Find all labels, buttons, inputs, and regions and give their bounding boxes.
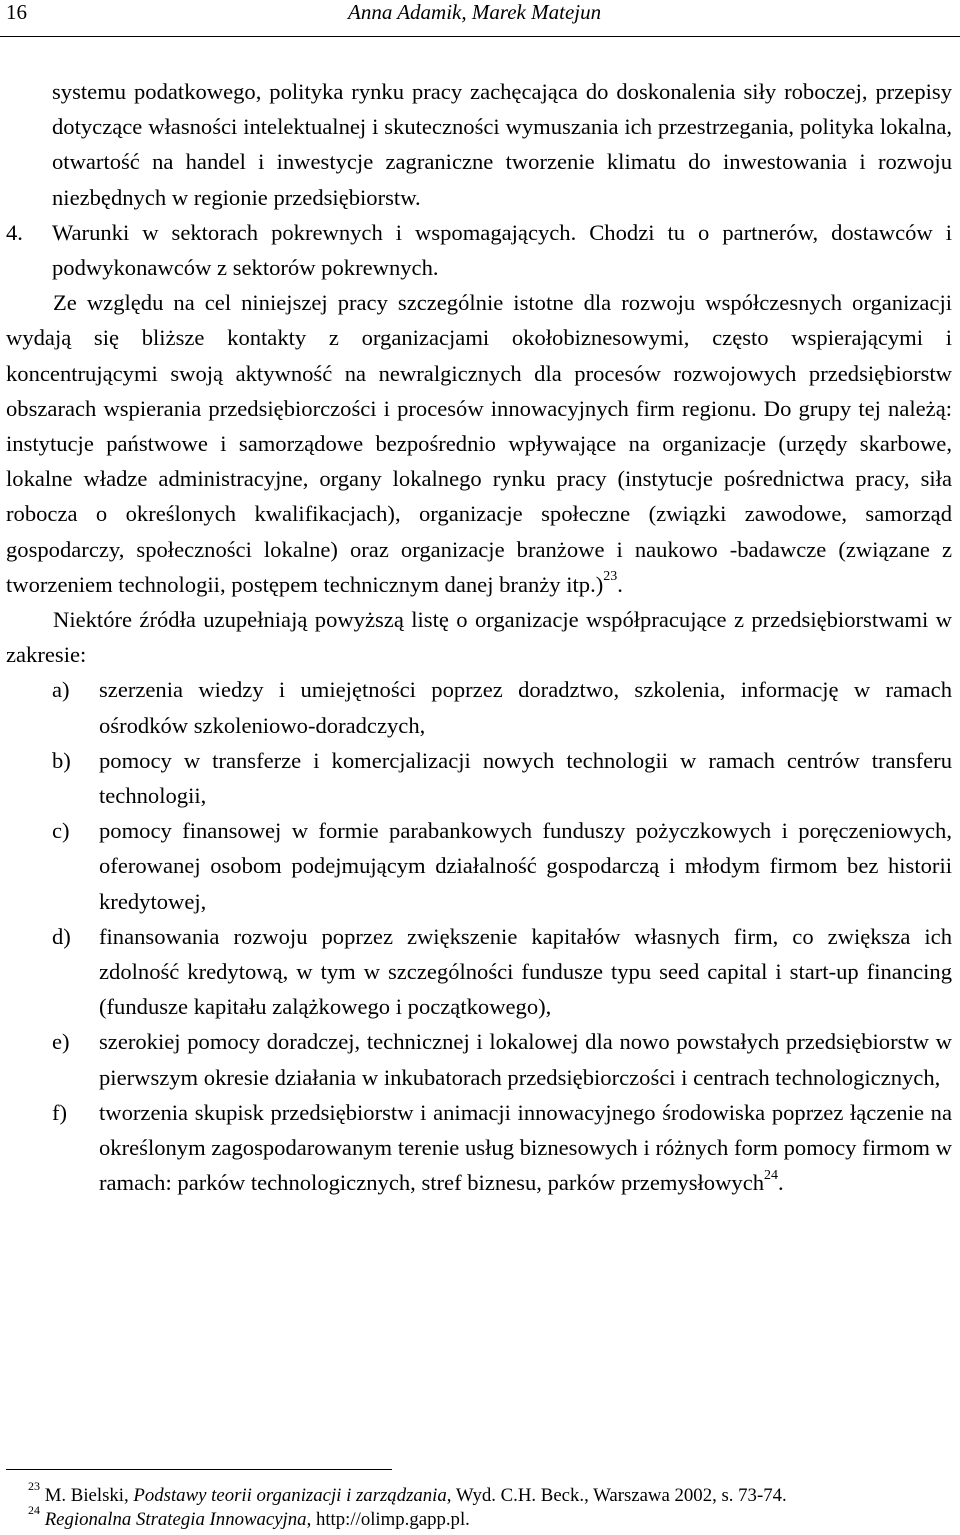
- footnote-ref-24: 24: [764, 1167, 779, 1183]
- list-item-d: [6, 919, 952, 1025]
- footnote-number: 24: [28, 1502, 40, 1517]
- list-item-a: [6, 672, 952, 742]
- footnote-23: [28, 1478, 928, 1508]
- list-item-4: [6, 215, 952, 285]
- list-continuation: systemu podatkowego, polityka rynku pracy zachęcająca do doskonalenia siły roboczej, przepisy dotyczące własności intelektualnej i skuteczności wymuszania ich przestrzegania, polityka lokalna, otwartość na handel i inwestycje zagraniczne tworzenie klimatu do inwestowania i rozwoju niezbędnych w regionie przedsiębiorstw.: [52, 79, 952, 210]
- list-item-end: .: [778, 1170, 784, 1196]
- list-label: c): [52, 818, 70, 844]
- footnote-details: , http://olimp.gapp.pl.: [306, 1509, 470, 1530]
- footnote-ref-23: 23: [603, 569, 618, 585]
- paragraph-sources: Niektóre źródła uzupełniają powyższą listę o organizacje współpracujące z przedsiębiorstwami w zakresie:: [6, 607, 952, 668]
- list-label: e): [52, 1029, 70, 1055]
- list-label: d): [52, 923, 71, 949]
- list-item-text: finansowania rozwoju poprzez zwiększenie kapitałów własnych firm, co zwiększa ich zdolność kredytową, w tym w szczególności fundusze typu seed capital i start-up financing (fundusze kapitału zalążkowego i początkowego),: [99, 923, 952, 1020]
- list-item-text: tworzenia skupisk przedsiębiorstw i animacji innowacyjnego środowiska poprzez łączenie na określonym zagospodarowanym terenie usług biznesowych i różnych form pomocy firmom w ramach: parków technologicznych, stref biznesu, parków przemysłowych: [99, 1099, 952, 1196]
- footnotes: [28, 1478, 928, 1532]
- list-label: f): [52, 1099, 68, 1125]
- footnote-title: Regionalna Strategia Innowacyjna: [44, 1509, 307, 1530]
- list-item-text: Warunki w sektorach pokrewnych i wspomagających. Chodzi tu o partnerów, dostawców i podwykonawców z sektorów pokrewnych.: [52, 219, 952, 281]
- footnote-24: [28, 1502, 928, 1532]
- footnote-separator: [6, 1469, 392, 1470]
- footnote-number: 23: [28, 1478, 40, 1493]
- footnote-title: Podstawy teorii organizacji i zarządzania: [133, 1485, 447, 1506]
- list-item-f: [6, 1095, 952, 1201]
- paragraph-text: Ze względu na cel niniejszej pracy szczególnie istotne dla rozwoju współczesnych organizacji wydają się bliższe kontakty z organizacjami okołobiznesowymi, często wspierającymi i koncentrującymi swoją aktywność na newralgicznych dla procesów rozwojowych przedsiębiorstw obszarach wspierania przedsiębiorczości i procesów innowacyjnych firm regionu. Do grupy tej należą: instytucje państwowe i samorządowe bezpośrednio wpływające na organizacje (urzędy skarbowe, lokalne władze administracyjne, organy lokalnego rynku pracy (instytucje pośrednictwa pracy, siła robocza o określonych kwalifikacjach), organizacje społeczne (związki zawodowe, samorząd gospodarczy, społeczności lokalne) oraz organizacje branżowe i naukowo -badawcze (związane z tworzeniem technologii, postępem technicznym danej branży itp.): [6, 290, 952, 597]
- list-item-text: pomocy finansowej w formie parabankowych funduszy pożyczkowych i poręczeniowych, oferowanej osobom podejmującym działalność gospodarczą i młodym firmom bez historii kredytowej,: [99, 818, 952, 914]
- list-item-e: [6, 1024, 952, 1094]
- paragraph-organizations: [6, 285, 952, 602]
- page-number: 16: [6, 0, 27, 24]
- list-label: a): [52, 677, 70, 703]
- lettered-list: [6, 672, 952, 1200]
- paragraph-end: .: [617, 571, 623, 597]
- footnote-author: M. Bielski,: [44, 1485, 134, 1506]
- list-item-text: pomocy w transferze i komercjalizacji nowych technologii w ramach centrów transferu technologii,: [99, 747, 952, 809]
- list-item-b: [6, 743, 952, 813]
- running-head-authors: Anna Adamik, Marek Matejun: [348, 0, 602, 24]
- running-header: [0, 0, 960, 37]
- list-item-text: szerokiej pomocy doradczej, technicznej i lokalowej dla nowo powstałych przedsiębiorstw w pierwszym okresie działania w inkubatorach przedsiębiorczości i centrach technologicznych,: [99, 1029, 952, 1090]
- list-number: 4.: [6, 219, 23, 245]
- list-item-c: [6, 813, 952, 919]
- list-item-text: szerzenia wiedzy i umiejętności poprzez doradztwo, szkolenia, informację w ramach ośrodków szkoleniowo-doradczych,: [99, 677, 952, 738]
- body-text: [6, 74, 952, 1201]
- list-label: b): [52, 747, 71, 773]
- footnote-details: , Wyd. C.H. Beck., Warszawa 2002, s. 73-74.: [446, 1485, 787, 1506]
